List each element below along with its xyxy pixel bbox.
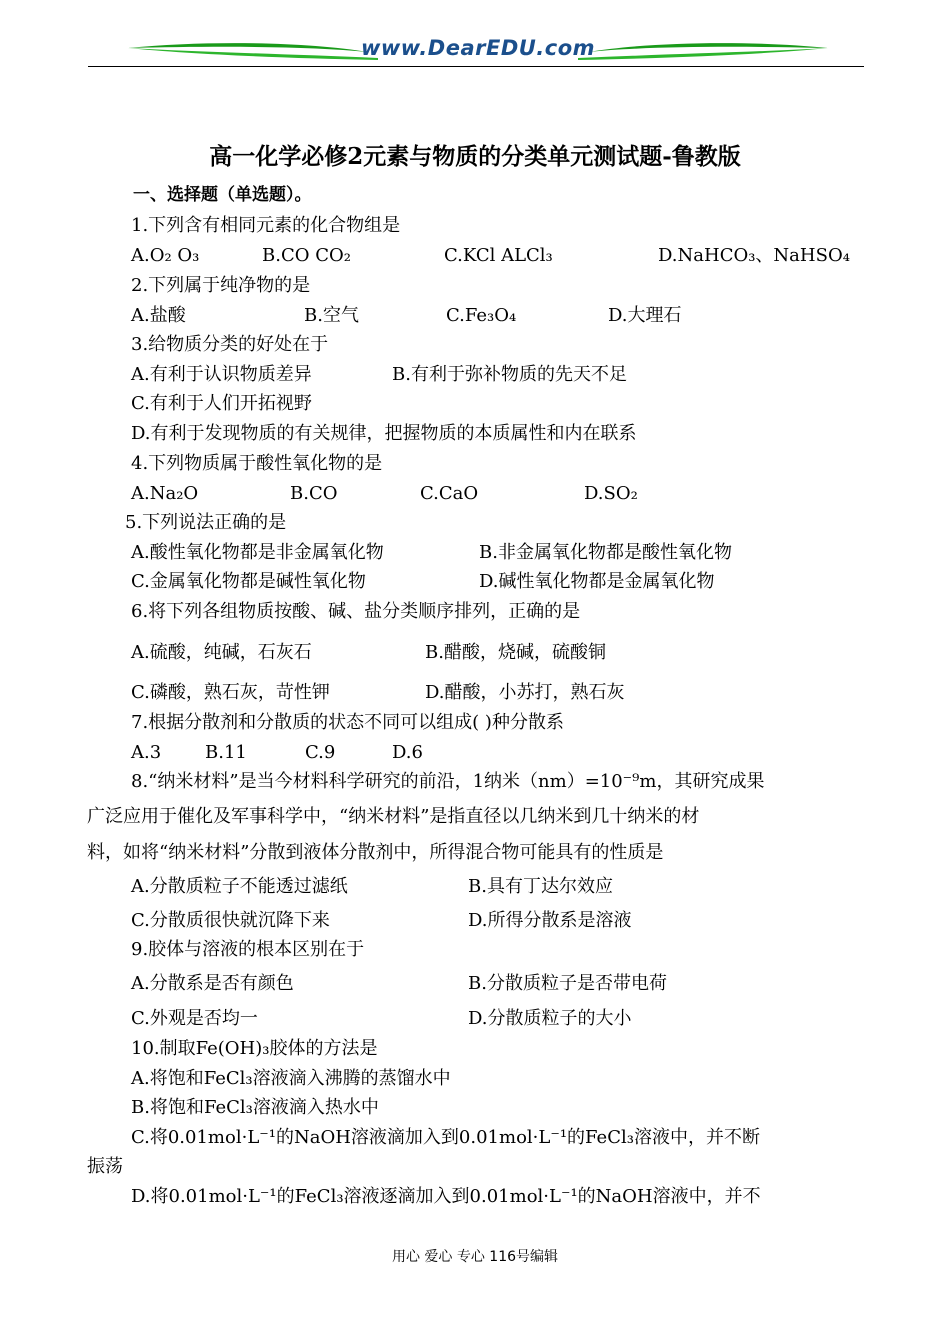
question-2: 2.下列属于纯净物的是 <box>131 275 311 296</box>
q9-option-b: B.分散质粒子是否带电荷 <box>468 973 667 994</box>
page-title: 高一化学必修2元素与物质的分类单元测试题-鲁教版 <box>209 143 741 170</box>
question-8-line-2: 广泛应用于催化及军事科学中，“纳米材料”是指直径以几纳米到几十纳米的材 <box>87 806 700 827</box>
q6-option-c: C.磷酸，熟石灰，苛性钾 <box>131 682 330 703</box>
q2-option-c: C.Fe₃O₄ <box>446 305 517 326</box>
q2-option-b: B.空气 <box>304 305 359 326</box>
question-1: 1.下列含有相同元素的化合物组是 <box>131 215 401 236</box>
q2-option-a: A.盐酸 <box>131 305 186 326</box>
question-8-line-3: 料，如将“纳米材料”分散到液体分散剂中，所得混合物可能具有的性质是 <box>87 842 664 863</box>
q6-option-b: B.醋酸，烧碱，硫酸铜 <box>425 642 606 663</box>
q8-option-b: B.具有丁达尔效应 <box>468 876 613 897</box>
q6-option-a: A.硫酸，纯碱，石灰石 <box>131 642 312 663</box>
q5-option-a: A.酸性氧化物都是非金属氧化物 <box>131 542 384 563</box>
question-5: 5.下列说法正确的是 <box>125 512 287 533</box>
q4-option-c: C.CaO <box>420 483 479 504</box>
q3-option-d: D.有利于发现物质的有关规律，把握物质的本质属性和内在联系 <box>131 423 637 444</box>
q2-option-d: D.大理石 <box>608 305 682 326</box>
q4-option-a: A.Na₂O <box>131 483 199 504</box>
q10-option-a: A.将饱和FeCl₃溶液滴入沸腾的蒸馏水中 <box>131 1068 451 1089</box>
question-9: 9.胶体与溶液的根本区别在于 <box>131 939 365 960</box>
q7-option-a: A.3 <box>131 742 162 763</box>
page-footer: 用心 爱心 专心 116号编辑 <box>391 1249 559 1265</box>
q5-option-d: D.碱性氧化物都是金属氧化物 <box>479 571 715 592</box>
q1-option-c: C.KCl ALCl₃ <box>444 245 553 266</box>
question-3: 3.给物质分类的好处在于 <box>131 334 329 355</box>
q6-option-d: D.醋酸，小苏打，熟石灰 <box>425 682 625 703</box>
q10-option-d-line-1: D.将0.01mol·L⁻¹的FeCl₃溶液逐滴加入到0.01mol·L⁻¹的NaOH溶液中，并不 <box>131 1186 761 1207</box>
q3-option-b: B.有利于弥补物质的先天不足 <box>392 364 627 385</box>
q1-option-a: A.O₂ O₃ <box>131 245 200 266</box>
q10-option-b: B.将饱和FeCl₃溶液滴入热水中 <box>131 1097 379 1118</box>
q5-option-b: B.非金属氧化物都是酸性氧化物 <box>479 542 732 563</box>
section-heading: 一、选择题（单选题）。 <box>133 185 312 205</box>
q3-option-a: A.有利于认识物质差异 <box>131 364 312 385</box>
q4-option-d: D.SO₂ <box>584 483 638 504</box>
header-divider <box>88 66 864 67</box>
q10-option-c-line-2: 振荡 <box>87 1156 123 1177</box>
q9-option-d: D.分散质粒子的大小 <box>468 1008 632 1029</box>
q10-option-c-line-1: C.将0.01mol·L⁻¹的NaOH溶液滴加入到0.01mol·L⁻¹的FeCl₃溶液中，并不断 <box>131 1127 760 1148</box>
q5-option-c: C.金属氧化物都是碱性氧化物 <box>131 571 366 592</box>
question-4: 4.下列物质属于酸性氧化物的是 <box>131 453 383 474</box>
site-logo-text: www.DearEDU.com <box>360 36 596 60</box>
q7-option-c: C.9 <box>305 742 336 763</box>
q1-option-b: B.CO CO₂ <box>262 245 351 266</box>
q7-option-d: D.6 <box>392 742 423 763</box>
q8-option-d: D.所得分散系是溶液 <box>468 910 632 931</box>
question-10: 10.制取Fe(OH)₃胶体的方法是 <box>131 1038 378 1059</box>
page-header <box>88 30 864 70</box>
q8-option-a: A.分散质粒子不能透过滤纸 <box>131 876 348 897</box>
q9-option-c: C.外观是否均一 <box>131 1008 258 1029</box>
question-7: 7.根据分散剂和分散质的状态不同可以组成( )种分散系 <box>131 712 564 733</box>
q4-option-b: B.CO <box>290 483 338 504</box>
q3-option-c: C.有利于人们开拓视野 <box>131 393 312 414</box>
question-6: 6.将下列各组物质按酸、碱、盐分类顺序排列，正确的是 <box>131 601 581 622</box>
q9-option-a: A.分散系是否有颜色 <box>131 973 294 994</box>
question-8-line-1: 8.“纳米材料”是当今材料科学研究的前沿，1纳米（nm）=10⁻⁹m，其研究成果 <box>131 771 765 792</box>
q7-option-b: B.11 <box>205 742 247 763</box>
q1-option-d: D.NaHCO₃、NaHSO₄ <box>658 245 850 266</box>
q8-option-c: C.分散质很快就沉降下来 <box>131 910 330 931</box>
